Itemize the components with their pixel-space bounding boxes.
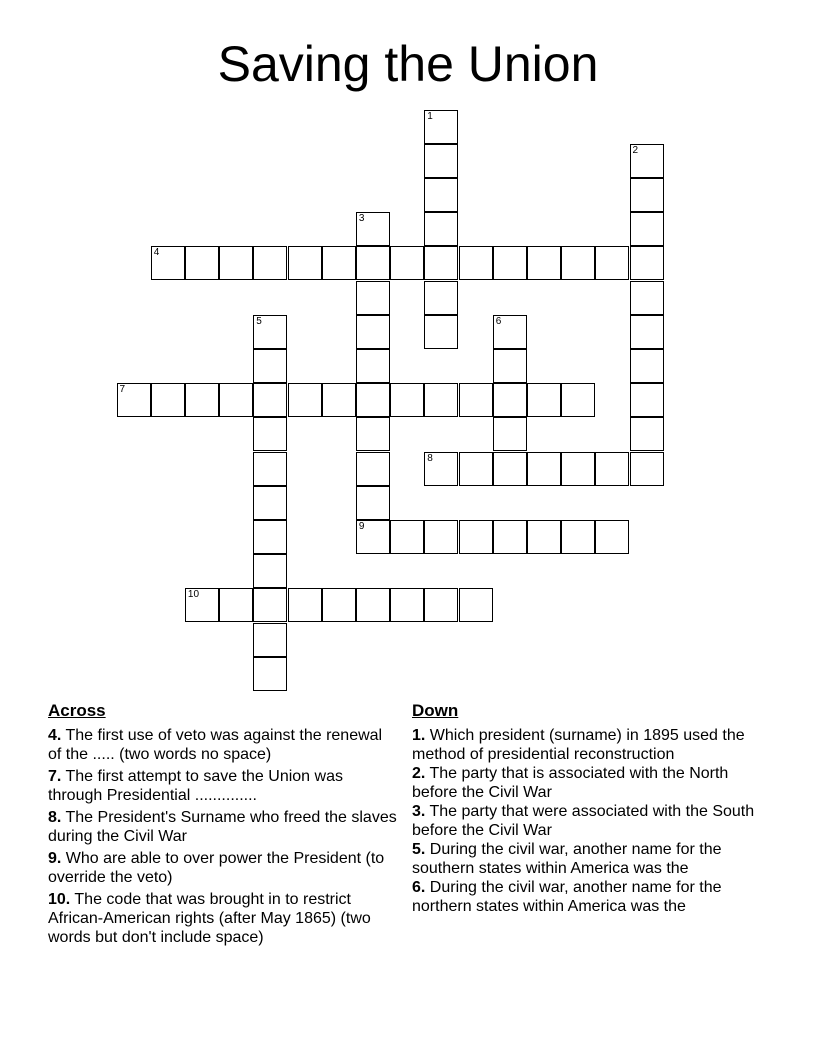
grid-cell[interactable] [424, 452, 458, 486]
clue-number: 7 [119, 384, 126, 396]
down-clue-6: 6. During the civil war, another name for the northern states within America was the [412, 879, 722, 915]
grid-cell[interactable] [288, 588, 322, 622]
grid-cell[interactable] [630, 246, 664, 280]
grid-cell[interactable] [356, 212, 390, 246]
down-clue-2: 2. The party that is associated with the North before the Civil War [412, 765, 729, 801]
grid-cell[interactable] [527, 452, 561, 486]
grid-cell[interactable] [493, 383, 527, 417]
grid-cell[interactable] [527, 383, 561, 417]
clue-number: 6 [495, 315, 502, 327]
grid-cell[interactable] [185, 383, 219, 417]
down-clue-1: 1. Which president (surname) in 1895 used the method of presidential reconstruction [412, 727, 745, 763]
grid-cell[interactable] [630, 281, 664, 315]
grid-cell[interactable] [356, 281, 390, 315]
grid-cell[interactable] [561, 246, 595, 280]
down-heading: Down [412, 701, 459, 720]
grid-cell[interactable] [459, 452, 493, 486]
grid-cell[interactable] [630, 383, 664, 417]
grid-cell[interactable] [424, 281, 458, 315]
clue-number: 9 [358, 520, 365, 532]
grid-cell[interactable] [390, 383, 424, 417]
grid-cell[interactable] [253, 486, 287, 520]
grid-cell[interactable] [253, 452, 287, 486]
grid-cell[interactable] [390, 588, 424, 622]
grid-cell[interactable] [356, 588, 390, 622]
grid-cell[interactable] [253, 520, 287, 554]
grid-cell[interactable] [561, 520, 595, 554]
grid-cell[interactable] [630, 452, 664, 486]
grid-cell[interactable] [185, 246, 219, 280]
grid-cell[interactable] [424, 212, 458, 246]
across-clues [48, 700, 398, 950]
grid-cell[interactable] [253, 417, 287, 451]
grid-cell[interactable] [356, 315, 390, 349]
grid-cell[interactable] [356, 383, 390, 417]
grid-cell[interactable] [424, 383, 458, 417]
grid-cell[interactable] [253, 246, 287, 280]
across-heading: Across [48, 701, 106, 720]
across-clue-4: 4. The first use of veto was against the renewal of the ..... (two words no space) [48, 727, 383, 763]
grid-cell[interactable] [424, 110, 458, 144]
grid-cell[interactable] [253, 588, 287, 622]
grid-cell[interactable] [630, 178, 664, 212]
clue-number: 3 [358, 213, 365, 225]
grid-cell[interactable] [185, 588, 219, 622]
grid-cell[interactable] [288, 383, 322, 417]
across-clue-8: 8. The President's Surname who freed the slaves during the Civil War [48, 809, 397, 845]
grid-cell[interactable] [595, 246, 629, 280]
grid-cell[interactable] [459, 588, 493, 622]
grid-cell[interactable] [630, 417, 664, 451]
grid-cell[interactable] [288, 246, 322, 280]
down-clue-3: 3. The party that were associated with the South before the Civil War [412, 803, 755, 839]
grid-cell[interactable] [253, 383, 287, 417]
grid-cell[interactable] [459, 383, 493, 417]
grid-cell[interactable] [356, 349, 390, 383]
grid-cell[interactable] [356, 520, 390, 554]
grid-cell[interactable] [424, 520, 458, 554]
grid-cell[interactable] [390, 520, 424, 554]
grid-cell[interactable] [630, 212, 664, 246]
grid-cell[interactable] [117, 383, 151, 417]
clue-number: 1 [427, 110, 433, 122]
grid-cell[interactable] [253, 315, 287, 349]
grid-cell[interactable] [493, 520, 527, 554]
grid-cell[interactable] [527, 246, 561, 280]
across-clue-7: 7. The first attempt to save the Union was through Presidential .............. [48, 768, 343, 804]
grid-cell[interactable] [493, 417, 527, 451]
grid-cell[interactable] [595, 452, 629, 486]
grid-cell[interactable] [253, 349, 287, 383]
grid-cell[interactable] [253, 554, 287, 588]
grid-cell[interactable] [219, 246, 253, 280]
grid-cell[interactable] [151, 383, 185, 417]
grid-cell[interactable] [527, 520, 561, 554]
grid-cell[interactable] [424, 144, 458, 178]
grid-cell[interactable] [356, 246, 390, 280]
clue-number: 10 [187, 589, 200, 601]
grid-cell[interactable] [322, 588, 356, 622]
grid-cell[interactable] [253, 657, 287, 691]
grid-cell[interactable] [424, 246, 458, 280]
grid-cell[interactable] [424, 315, 458, 349]
grid-cell[interactable] [322, 383, 356, 417]
clue-number: 2 [632, 144, 639, 156]
grid-cell[interactable] [459, 520, 493, 554]
clue-number: 8 [427, 452, 433, 464]
grid-cell[interactable] [459, 246, 493, 280]
grid-cell[interactable] [322, 246, 356, 280]
grid-cell[interactable] [424, 178, 458, 212]
puzzle-title: Saving the Union [217, 36, 599, 92]
grid-cell[interactable] [219, 383, 253, 417]
grid-cell[interactable] [356, 486, 390, 520]
grid-cell[interactable] [630, 349, 664, 383]
grid-cell[interactable] [356, 417, 390, 451]
grid-cell[interactable] [561, 452, 595, 486]
clue-number: 4 [153, 247, 160, 259]
grid-cell[interactable] [630, 144, 664, 178]
grid-cell[interactable] [390, 246, 424, 280]
grid-cell[interactable] [630, 315, 664, 349]
grid-cell[interactable] [493, 452, 527, 486]
across-clue-9: 9. Who are able to over power the President (to override the veto) [48, 850, 385, 886]
grid-cell[interactable] [253, 623, 287, 657]
grid-cell[interactable] [493, 315, 527, 349]
grid-cell[interactable] [493, 246, 527, 280]
grid-cell[interactable] [151, 246, 185, 280]
grid-cell[interactable] [219, 588, 253, 622]
down-clues [412, 700, 772, 916]
grid-cell[interactable] [561, 383, 595, 417]
down-clue-5: 5. During the civil war, another name for the southern states within America was the [412, 841, 722, 877]
grid-cell[interactable] [595, 520, 629, 554]
grid-cell[interactable] [424, 588, 458, 622]
grid-cell[interactable] [356, 452, 390, 486]
grid-cell[interactable] [493, 349, 527, 383]
across-clue-10: 10. The code that was brought in to restrict African-American rights (after May 1865) (two words but don't include space) [48, 891, 371, 946]
clue-number: 5 [256, 315, 262, 327]
